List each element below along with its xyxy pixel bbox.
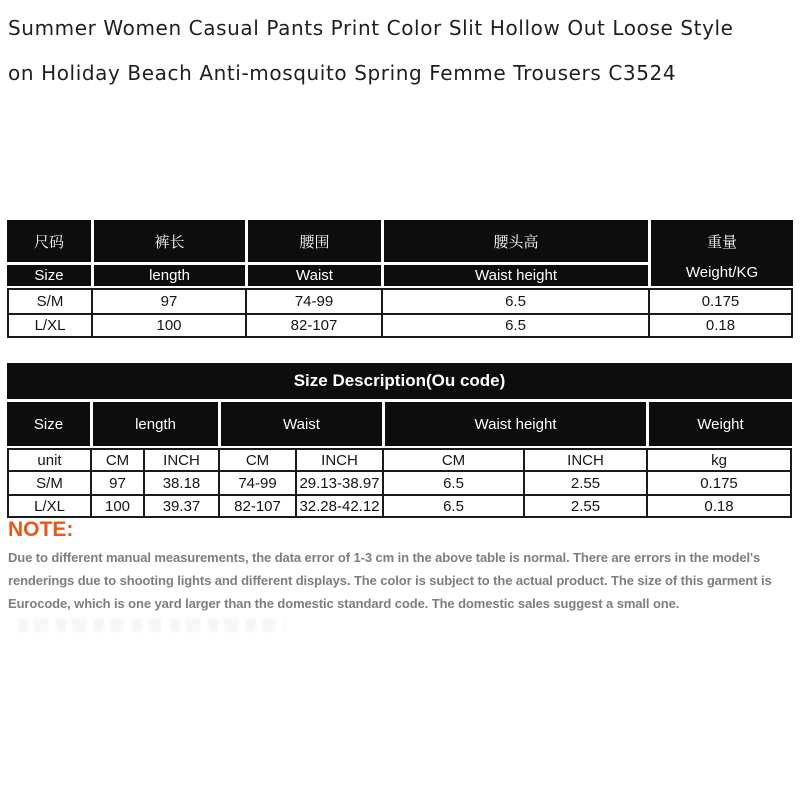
size-table-header-en-waist: Waist	[245, 265, 381, 288]
size-table-header-en-waistheight: Waist height	[381, 265, 648, 288]
size-table-header-cn-waistheight: 腰头高	[381, 220, 648, 265]
size-table-header-en-size: Size	[7, 265, 91, 288]
desc-table-cell: 0.18	[646, 494, 792, 518]
desc-table-cell: 6.5	[382, 494, 523, 518]
size-table-cell: 100	[91, 313, 245, 338]
desc-table-cell: 0.175	[646, 470, 792, 494]
desc-unit-cell: CM	[382, 448, 523, 470]
desc-table-cell: 6.5	[382, 470, 523, 494]
desc-table-cell: 97	[90, 470, 143, 494]
size-table-cell: 74-99	[245, 288, 381, 313]
desc-table-cell: L/XL	[7, 494, 90, 518]
desc-unit-cell: INCH	[523, 448, 646, 470]
desc-table-cell: 29.13-38.97	[295, 470, 382, 494]
size-table-cell: 0.18	[648, 313, 793, 338]
desc-table-cell: 39.37	[143, 494, 218, 518]
desc-unit-cell: unit	[7, 448, 90, 470]
size-table-cell: 82-107	[245, 313, 381, 338]
desc-table-cell: 2.55	[523, 494, 646, 518]
size-table-cell: 0.175	[648, 288, 793, 313]
desc-table-cell: 100	[90, 494, 143, 518]
size-table-header-en-length: length	[91, 265, 245, 288]
desc-table-cell: 74-99	[218, 470, 295, 494]
desc-header-waist: Waist	[218, 402, 382, 448]
size-table-cell: 6.5	[381, 313, 648, 338]
product-title	[8, 6, 792, 96]
desc-unit-cell: CM	[218, 448, 295, 470]
desc-header-length: length	[90, 402, 218, 448]
size-table-cell: 6.5	[381, 288, 648, 313]
size-table-cell: L/XL	[7, 313, 91, 338]
note-heading: NOTE:	[8, 518, 74, 541]
desc-unit-cell: INCH	[295, 448, 382, 470]
size-description-table	[7, 363, 792, 518]
size-table-header-cn-length: 裤长	[91, 220, 245, 265]
product-title-line1: Summer Women Casual Pants Print Color Slit Hollow Out Loose Style	[8, 16, 734, 40]
size-description-title: Size Description(Ou code)	[7, 363, 792, 402]
size-table-header-cn-weight: 重量	[706, 233, 737, 251]
size-table-cell: S/M	[7, 288, 91, 313]
size-table-header-en-weight: Weight/KG	[685, 264, 759, 281]
size-table-cell: 97	[91, 288, 245, 313]
desc-table-cell: 2.55	[523, 470, 646, 494]
size-table-header-cn-waist: 腰围	[245, 220, 381, 265]
note-body-text: Due to different manual measurements, the data error of 1-3 cm in the above table is normal. There are errors in the model's renderings due to shooting lights and different displays. The color is subject to the actual product. The size of this garment is Eurocode, which is one yard larger than the domestic standard code. The domestic sales suggest a small one.	[8, 550, 772, 611]
desc-table-cell: S/M	[7, 470, 90, 494]
desc-unit-cell: kg	[646, 448, 792, 470]
desc-header-weight: Weight	[646, 402, 792, 448]
desc-unit-cell: INCH	[143, 448, 218, 470]
size-table-header-cn-size: 尺码	[7, 220, 91, 265]
desc-unit-cell: CM	[90, 448, 143, 470]
desc-table-cell: 82-107	[218, 494, 295, 518]
faint-cropped-text-artifact	[18, 618, 286, 632]
desc-table-cell: 38.18	[143, 470, 218, 494]
desc-header-size: Size	[7, 402, 90, 448]
size-table	[7, 220, 793, 338]
desc-table-cell: 32.28-42.12	[295, 494, 382, 518]
desc-header-waistheight: Waist height	[382, 402, 646, 448]
size-table-header-weight-merged	[648, 220, 793, 288]
product-title-line2: on Holiday Beach Anti-mosquito Spring Femme Trousers C3524	[8, 61, 677, 85]
